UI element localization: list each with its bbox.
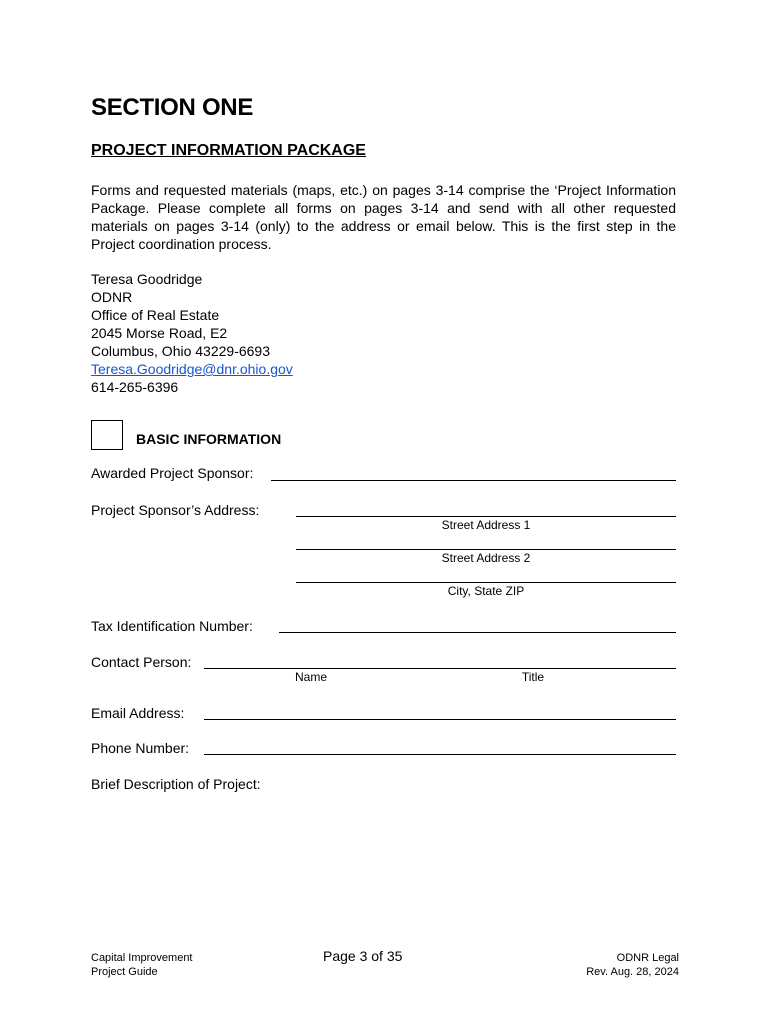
contact-address-block bbox=[91, 270, 293, 396]
tax-id-field[interactable] bbox=[279, 618, 676, 633]
contact-person-field[interactable] bbox=[204, 654, 676, 669]
footer-guide-line2: Project Guide bbox=[91, 966, 158, 978]
package-title: PROJECT INFORMATION PACKAGE bbox=[91, 142, 366, 159]
sponsor-field[interactable] bbox=[271, 466, 676, 481]
basic-info-title: BASIC INFORMATION bbox=[136, 431, 282, 447]
contact-name: Teresa Goodridge bbox=[91, 271, 203, 287]
street-address-2-field[interactable] bbox=[296, 535, 676, 550]
footer-right bbox=[586, 951, 679, 979]
contact-street: 2045 Morse Road, E2 bbox=[91, 325, 228, 341]
footer-guide-line1: Capital Improvement bbox=[91, 952, 193, 964]
contact-city: Columbus, Ohio 43229-6693 bbox=[91, 343, 271, 359]
basic-info-checkbox[interactable] bbox=[91, 420, 123, 450]
contact-person-label: Contact Person: bbox=[91, 654, 192, 670]
sponsor-label: Awarded Project Sponsor: bbox=[91, 465, 254, 481]
footer-revision: Rev. Aug. 28, 2024 bbox=[586, 966, 679, 978]
address-label: Project Sponsor’s Address: bbox=[91, 502, 260, 518]
section-title: SECTION ONE bbox=[91, 94, 254, 121]
intro-paragraph: Forms and requested materials (maps, etc.) on pages 3-14 comprise the ‘Project Information Package. Please complete all forms on pages 3-14 and send with all other requested materials on pages 3-14 (only) to the address or email below. This is the first step in the Project coordination process. bbox=[91, 182, 676, 252]
tax-id-label: Tax Identification Number: bbox=[91, 618, 253, 634]
email-field[interactable] bbox=[204, 705, 676, 720]
footer-left bbox=[91, 951, 193, 979]
name-caption: Name bbox=[294, 670, 327, 684]
contact-email-link[interactable]: Teresa.Goodridge@dnr.ohio.gov bbox=[91, 361, 293, 377]
city-state-zip-caption: City, State ZIP bbox=[447, 584, 525, 598]
street-address-1-caption: Street Address 1 bbox=[441, 518, 531, 532]
email-label: Email Address: bbox=[91, 705, 185, 721]
phone-label: Phone Number: bbox=[91, 740, 190, 756]
description-label: Brief Description of Project: bbox=[91, 776, 261, 792]
street-address-1-field[interactable] bbox=[296, 502, 676, 517]
footer-legal: ODNR Legal bbox=[616, 952, 679, 964]
title-caption: Title bbox=[521, 670, 545, 684]
contact-org: ODNR bbox=[91, 289, 133, 305]
city-state-zip-field[interactable] bbox=[296, 568, 676, 583]
street-address-2-caption: Street Address 2 bbox=[441, 551, 531, 565]
contact-office: Office of Real Estate bbox=[91, 307, 220, 323]
contact-phone: 614-265-6396 bbox=[91, 379, 179, 395]
phone-field[interactable] bbox=[204, 740, 676, 755]
page-number: Page 3 of 35 bbox=[323, 948, 403, 964]
